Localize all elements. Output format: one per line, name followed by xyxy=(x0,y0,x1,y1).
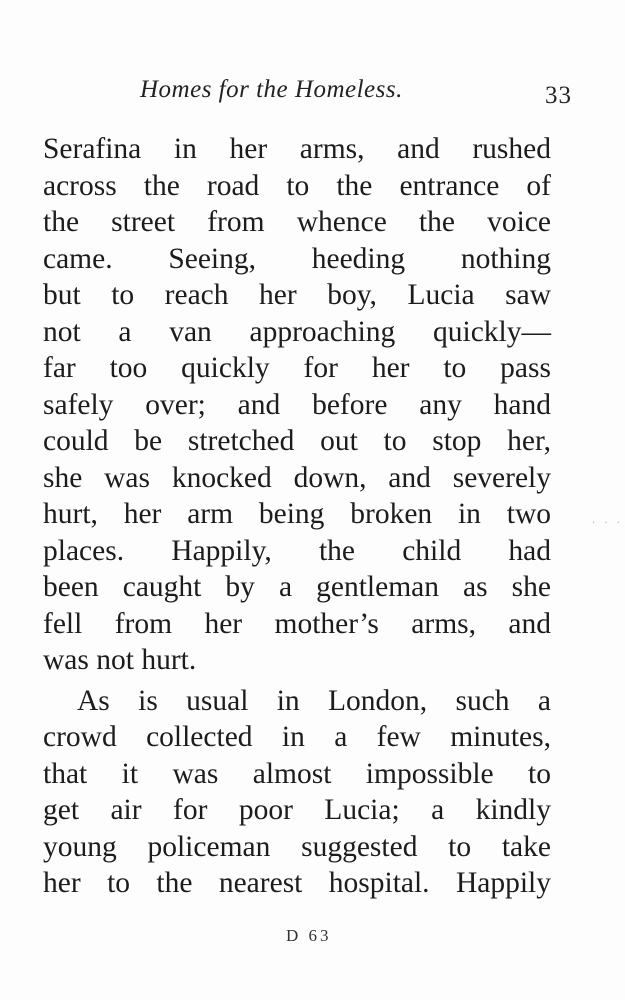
text-line: young policeman suggested to take xyxy=(43,830,551,863)
body-text xyxy=(43,131,551,902)
margin-mark: · · · xyxy=(592,518,623,529)
text-line: places. Happily, the child had xyxy=(43,534,551,567)
text-line: was not hurt. xyxy=(43,644,197,676)
text-line: the street from whence the voice xyxy=(43,206,551,238)
text-line: As is usual in London, such a xyxy=(77,684,551,717)
text-line: not a van approaching quickly— xyxy=(43,315,551,348)
text-line: but to reach her boy, Lucia saw xyxy=(43,279,551,311)
text-line: Serafina in her arms, and rushed xyxy=(43,133,551,165)
text-line: her to the nearest hospital. Happily xyxy=(43,867,551,899)
running-head xyxy=(42,76,572,110)
printer-signature: D 63 xyxy=(286,926,332,945)
text-line: hurt, her arm being broken in two xyxy=(43,498,551,530)
text-line: get air for poor Lucia; a kindly xyxy=(43,794,551,826)
text-line: across the road to the entrance of xyxy=(43,169,551,202)
text-line: came. Seeing, heeding nothing xyxy=(43,242,551,275)
page-number: 33 xyxy=(545,82,572,109)
text-line: she was knocked down, and severely xyxy=(43,461,551,494)
running-title: Homes for the Homeless. xyxy=(140,76,403,103)
text-line: far too quickly for her to pass xyxy=(43,352,551,384)
text-line: that it was almost impossible to xyxy=(43,757,551,790)
text-line: fell from her mother’s arms, and xyxy=(43,607,551,640)
text-line: been caught by a gentleman as she xyxy=(43,571,551,603)
text-line: crowd collected in a few minutes, xyxy=(43,721,551,753)
text-line: safely over; and before any hand xyxy=(43,388,551,421)
text-line: could be stretched out to stop her, xyxy=(43,425,551,457)
